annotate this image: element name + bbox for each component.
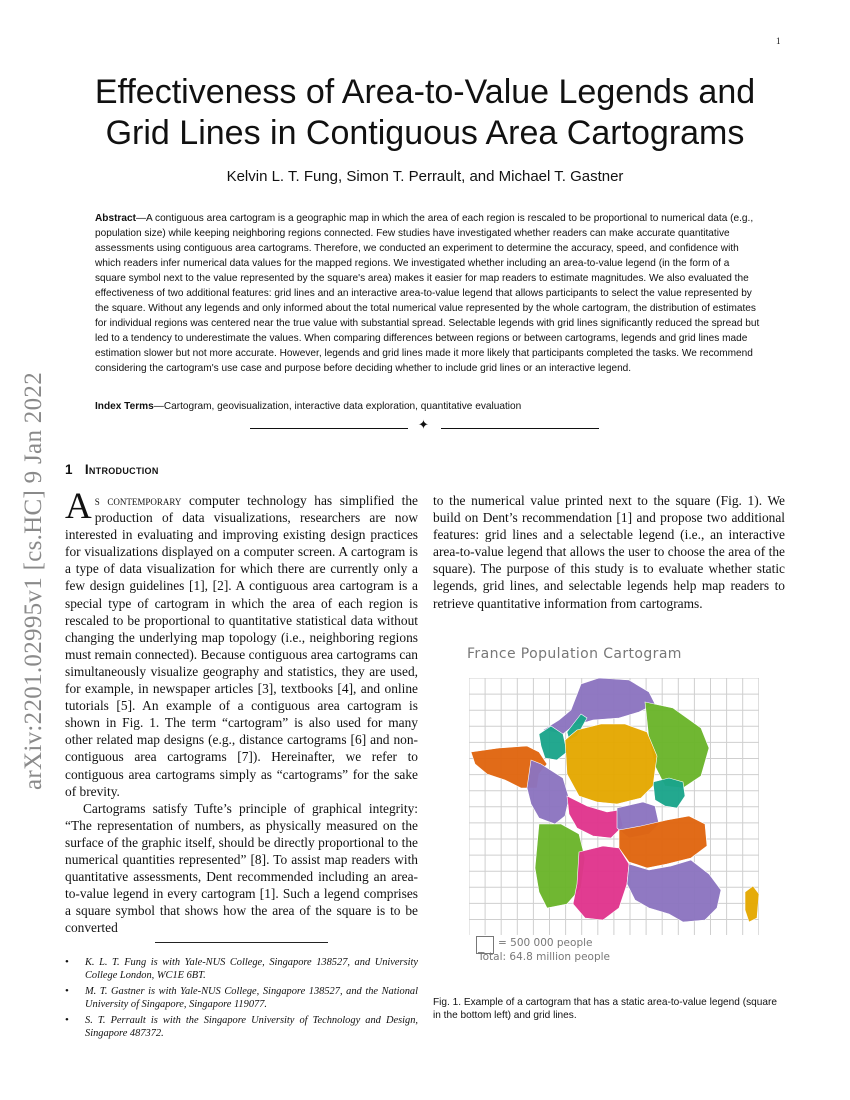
region-corsica-gold [745,886,759,922]
intro-lead-words: s contemporary [94,493,182,508]
page-number: 1 [776,36,781,46]
region-paris-gold [565,724,657,804]
intro-paragraph-right: to the numerical value printed next to the square (Fig. 1). We build on Dent’s recommendation [1] and propose two additional features: grid lines and a selectable legend (i.e., an interactive area-to-value legend that allows the user to choose the area of the square). The purpose of this study is to evaluate whether static legends, grid lines, and selectable legends help map readers to retrieve quantitative information from cartograms. [433,493,785,611]
paper-title: Effectiveness of Area-to-Value Legends and Grid Lines in Contiguous Area Cartograms [94,73,756,153]
figure-caption: Fig. 1. Example of a cartogram that has a static area-to-value legend (square in the bottom left) and grid lines. [433,997,777,1022]
region-south-magenta [573,846,629,920]
section-number: 1 [65,462,73,477]
index-terms [95,400,760,415]
intro-paragraph-1 [65,486,418,800]
footnote-item: • K. L. T. Fung is with Yale-NUS College, Singapore 138527, and University College London, WC1E 6BT. [65,956,418,982]
region-southeast-purple [627,860,721,922]
abstract-label: Abstract [95,213,136,224]
footnotes [65,956,418,1043]
section-title: Introduction [84,462,159,477]
region-teal-east [653,778,685,808]
author-list: Kelvin L. T. Fung, Simon T. Perrault, and Michael T. Gastner [226,168,624,185]
separator-line-right [441,428,599,429]
arxiv-stamp: arXiv:2201.02995v1 [cs.HC] 9 Jan 2022 [20,372,47,790]
footnote-item: • S. T. Perrault is with the Singapore University of Technology and Design, Singapore 487372. [65,1014,418,1040]
footnote-item: • M. T. Gastner is with Yale-NUS College, Singapore 138527, and the National University of Singapore, Singapore 119077. [65,985,418,1011]
footnote-rule [155,942,328,943]
legend-total: Total: 64.8 million people [478,951,611,963]
index-terms-text: —Cartogram, geovisualization, interactive data exploration, quantitative evaluation [153,401,522,412]
cartogram-map [469,678,759,935]
drop-cap: A [65,486,92,527]
index-terms-label: Index Terms [95,401,154,412]
intro-paragraph-1-text: computer technology has simplified the production of data visualizations, researchers are now interested in evaluating and improving existing design practices for visualizations displayed on a computer screen. A cartogram is a type of data visualization for which there are currently only a few design guidelines [1], [2]. A contiguous area cartogram is a special type of cartogram in which the area of each region is rescaled to be proportional to quantitative statistical data without changing the underlying map topology (i.e., neighboring regions must remain connected). Because contiguous area cartograms can simultaneously visualize geography and statistics, they are used, for example, in newspaper articles [3], textbooks [4], and online tutorials [5]. An example of a contiguous area cartogram is shown in Fig. 1. The term “cartogram” is also used for many other related map designs (e.g., distance cartograms [6] and non-contiguous area cartograms [7]). Hereinafter, we refer to contiguous area cartograms simply as “cartograms” for the sake of brevity. [65,493,418,799]
figure-1 [433,640,785,980]
abstract-text: —A contiguous area cartogram is a geographic map in which the area of each region is rescaled to be proportional to numerical data (e.g., population size) while keeping neighboring regions connected. Few studies have investigated whether readers can make accurate quantitative assessments using contiguous area cartograms. Therefore, we conducted an experiment to determine the accuracy, speed, and confidence with which readers infer numerical data values for the mapped regions. We investigated whether including an area-to-value legend (in the form of a square symbol next to the value represented by the square's area) makes it easier for map readers to estimate magnitudes. We also evaluated the effectiveness of two additional features: grid lines and an interactive area-to-value legend that allows participants to select the value represented by the square. Without any legends and only informed about the total numerical value represented by the whole cartogram, the distribution of estimates for individual regions was centered near the true value with substantial spread. Selectable legends with grid lines significantly reduced the spread but led to a tendency to underestimate the values. When comparing differences between regions or between cartograms, legends and grid lines made estimation slower but not more accurate. However, legends and grid lines made it more likely that participants completed the tasks. We recommend considering the cartogram's use case and purpose before deciding whether to include grid lines or an interactive legend. [95,213,760,375]
separator-line-left [250,428,408,429]
left-column [65,486,418,936]
figure-title: France Population Cartogram [467,646,682,662]
separator-star-icon: ✦ [418,418,429,433]
section-heading [65,462,159,477]
abstract [95,211,760,376]
intro-paragraph-2: Cartograms satisfy Tufte’s principle of graphical integrity: “The representation of numbers, as physically measured on the surface of the graphic itself, should be directly proportional to the numerical quantities represented” [8]. To assist map readers with quantitative assessments, Dent recommended including an area-to-value legend in every cartogram [1]. Such a legend comprises a square symbol that shows how the area of the square is to be converted [65,800,418,936]
legend-value: = 500 000 people [498,937,593,949]
